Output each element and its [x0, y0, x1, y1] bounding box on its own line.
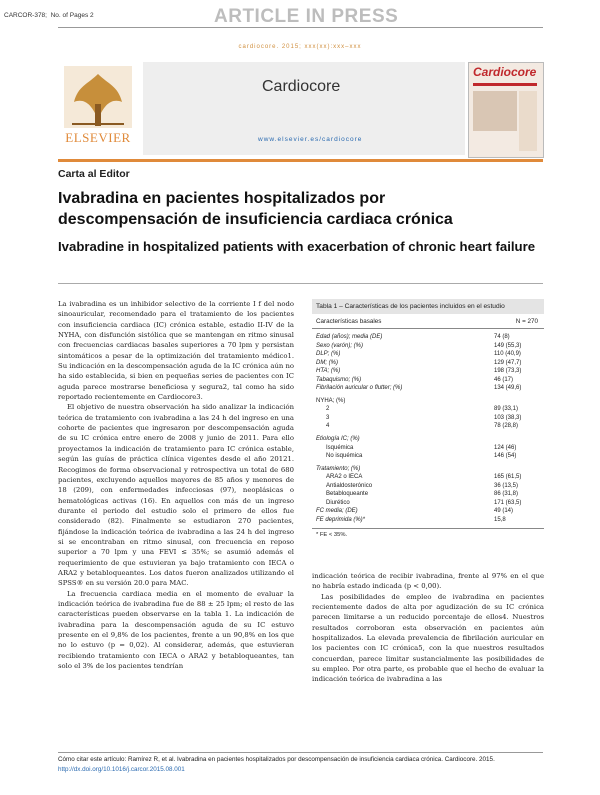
table-cell-value: 15,8	[494, 516, 506, 523]
table-cell-value: 103 (38,3)	[494, 414, 522, 421]
cover-title: Cardiocore	[473, 65, 537, 79]
table-row	[312, 342, 544, 351]
table-cell-value: 134 (49,6)	[494, 385, 522, 392]
body-column-right	[312, 571, 544, 685]
elsevier-logo	[58, 64, 138, 150]
table-cell-value: 129 (47,7)	[494, 359, 522, 366]
table-cell-label: Tabaquismo; (%)	[316, 376, 362, 383]
table-cell-label: Etiología IC; (%)	[316, 436, 360, 443]
title-separator	[58, 283, 543, 284]
table-cell-label: 3	[326, 414, 330, 421]
table-cell-label: ARA2 o IECA	[326, 474, 363, 481]
article-title-en: Ivabradine in hospitalized patients with exacerbation of chronic heart failure	[58, 239, 536, 254]
table-row	[312, 507, 544, 516]
table-header-n: N = 270	[515, 318, 538, 325]
table-cell-label: No isquémica	[326, 453, 363, 460]
table-row	[312, 499, 544, 508]
footer-cite: Cómo citar este artículo: Ramírez R, et al. Ivabradina en pacientes hospitalizados por descompensación de insuficiencia cardiaca crónica. Cardiocore. 2015.	[58, 756, 495, 763]
table-row	[312, 444, 544, 453]
table-row	[312, 482, 544, 491]
table-cell-label: Betabloqueante	[326, 491, 369, 498]
journal-title: Cardiocore	[262, 78, 341, 95]
table-cell-label: Sexo (varón); (%)	[316, 342, 364, 349]
table-row	[312, 473, 544, 482]
paragraph: indicación teórica de recibir ivabradina, frente al 97% en el que no habría estado indicada (p < 0,00).	[312, 572, 544, 591]
header-divider	[58, 159, 543, 162]
article-title-es: Ivabradina en pacientes hospitalizados por descompensación de insuficiencia cardiaca crónica	[58, 190, 453, 228]
table-row	[312, 422, 544, 431]
table-cell-value	[494, 435, 534, 444]
table-cell-label: Diurético	[326, 499, 350, 506]
table-cell-label: FE deprimida (%)*	[316, 516, 366, 523]
table-cell-label: Tratamiento; (%)	[316, 465, 361, 472]
table-row	[312, 452, 544, 461]
table-footnote: * FE < 35%.	[312, 528, 544, 541]
table-row	[312, 376, 544, 385]
table-cell-value	[494, 397, 534, 406]
paragraph: La frecuencia cardiaca media en el momento de evaluar la indicación teórica de ivabradina fue de 88 ± 25 lpm; el resto de las características pueden observarse en la tabla 1. La indicación de ivabradina para la descompensación aguda de su IC estuvo presente en el 9,8% de los pacientes, frente a un 90,8% en los que no lo estuvo (p = 0,02). Al considerar, además, que estuvieran recibiendo tratamiento con IECA o ARA2 y betabloqueantes, tan solo el 3% de los pacientes tendrían	[58, 589, 294, 671]
doi-link[interactable]: http://dx.doi.org/10.1016/j.carcor.2015.08.001	[58, 765, 185, 773]
table-row	[312, 333, 544, 342]
table-row	[312, 465, 544, 474]
publisher-name: ELSEVIER	[65, 130, 131, 145]
table-row	[312, 435, 544, 444]
body-column-left	[58, 299, 294, 671]
table-row	[312, 384, 544, 393]
table-cell-value: 110 (40,9)	[494, 351, 521, 358]
table-cell-value: 46 (17)	[494, 376, 514, 383]
table-cell-label: Edad (años); media (DE)	[316, 334, 383, 340]
table-cell-label: 2	[326, 406, 330, 413]
table-cell-value: 49 (14)	[494, 508, 514, 515]
table-row	[312, 490, 544, 499]
table-header	[312, 314, 544, 329]
table-cell-label: Antialdosterónico	[326, 482, 373, 489]
table-cell-value: 36 (13,5)	[494, 482, 519, 489]
table-1	[312, 299, 544, 539]
citation-footer	[58, 755, 543, 774]
table-cell-label: DLP; (%)	[316, 351, 341, 358]
table-cell-label: 4	[326, 423, 330, 430]
table-row	[312, 350, 544, 359]
paragraph: La ivabradina es un inhibidor selectivo de la corriente I f del nodo sinoauricular, recomendado para el tratamiento de los pacientes con insuficiencia cardiaca (IC) crónica estable, estadio II-IV de la NYHA, con disfunción sistólica que se mantengan en ritmo sinusal con frecuencias cardiacas basales superiores a 70 lpm y persistan sintomáticos a pesar de la optimización del tratamiento médico1. Su indicación en la descompensación aguda de la IC crónica aún no ha sido establecida, si bien en pequeñas series de pacientes con IC aguda parece mostrarse beneficiosa y segura2, tal como ha sido reportado recientemente en Cardiocore3.	[58, 300, 294, 402]
table-cell-label: HTA; (%)	[316, 368, 341, 375]
table-header-label: Características basales	[316, 318, 382, 325]
table-cell-value: 171 (63,5)	[494, 499, 522, 506]
table-cell-value: 86 (31,8)	[494, 491, 519, 498]
table-cell-label: FC media; (DE)	[316, 508, 358, 515]
manuscript-id: CARCOR-378; No. of Pages 2	[4, 12, 94, 19]
table-cell-label: Isquémica	[326, 444, 354, 451]
footer-rule	[58, 752, 543, 753]
section-label: Carta al Editor	[58, 168, 130, 180]
citation-line: cardiocore. 2015; xxx(xx):xxx–xxx	[238, 44, 362, 50]
table-cell-value: 89 (33,1)	[494, 406, 519, 413]
table-cell-label: DM; (%)	[316, 359, 338, 366]
table-row	[312, 405, 544, 414]
table-body	[312, 329, 544, 524]
table-cell-value: 198 (73,3)	[494, 368, 522, 375]
table-row	[312, 397, 544, 406]
table-caption: Tabla 1 – Características de los pacientes incluidos en el estudio	[312, 299, 544, 314]
table-row	[312, 367, 544, 376]
paragraph: El objetivo de nuestra observación ha sido analizar la indicación teórica de tratamiento con ivabradina a las 24 h del ingreso en una cohorte de pacientes que ingresaron por descompensación aguda de su IC crónica entre enero de 2008 y junio de 2011. Para ello proyectamos la indicación de tratamiento para IC crónica estable, según las guías de práctica clínica vigentes desde el año 20121. Recogimos de forma observacional y retrospectiva un total de 680 pacientes, excluyendo aquellos mayores de 85 años y menores de 18 (209), con enfermedades infecciosas (97), neoplásicas o hematológicas activas (16). En aquellos con más de un ingreso durante el periodo del estudio solo el primero de ellos fue considerado (82). Finalmente se estudiaron 270 pacientes, fijándose la indicación teórica de ivabradina a las 24 h del ingreso si se encontraban en ritmo sinusal, con frecuencia en reposo superior a 70 lpm y una FEVI ≤ 35%; se asumió además el requerimiento de que estuvieran ya bajo tratamiento con IECA o ARA2 y betabloqueantes. Los datos fueron analizados utilizando el SPSS® en su versión 20.0 para MAC.	[58, 403, 294, 588]
table-cell-value: 149 (55,3)	[494, 342, 522, 349]
table-cell-value: 146 (54)	[494, 453, 517, 460]
journal-cover	[468, 62, 544, 158]
table-cell-value: 74 (8)	[494, 334, 510, 340]
table-cell-value: 124 (46)	[494, 444, 517, 451]
paragraph: Las posibilidades de empleo de ivabradina en pacientes recientemente dados de alta por agudización de su IC crónica parecen limitarse a un reducido porcentaje de ellos4. Nuestros resultados corroboran esta observación en pacientes aún hospitalizados. La elevada prevalencia de fibrilación auricular en los pacientes con IC crónica5, con la que nuestros resultados concuerdan, parece limitar sustancialmente las posibilidades de su empleo. Por otra parte, es probable que el hecho de evaluar la indicación teórica de ivabradina a las	[312, 592, 544, 684]
table-cell-value: 165 (61,5)	[494, 474, 522, 481]
table-row	[312, 359, 544, 368]
table-row	[312, 414, 544, 423]
top-rule	[58, 27, 543, 28]
article-in-press-banner: ARTICLE IN PRESS	[214, 6, 399, 27]
table-cell-label: Fibrilación auricular o flutter; (%)	[316, 385, 403, 392]
journal-website-link[interactable]: www.elsevier.es/cardiocore	[258, 136, 363, 143]
table-cell-value: 78 (28,8)	[494, 423, 519, 430]
table-cell-value	[494, 465, 534, 474]
table-cell-label: NYHA; (%)	[316, 397, 346, 404]
table-row	[312, 516, 544, 525]
